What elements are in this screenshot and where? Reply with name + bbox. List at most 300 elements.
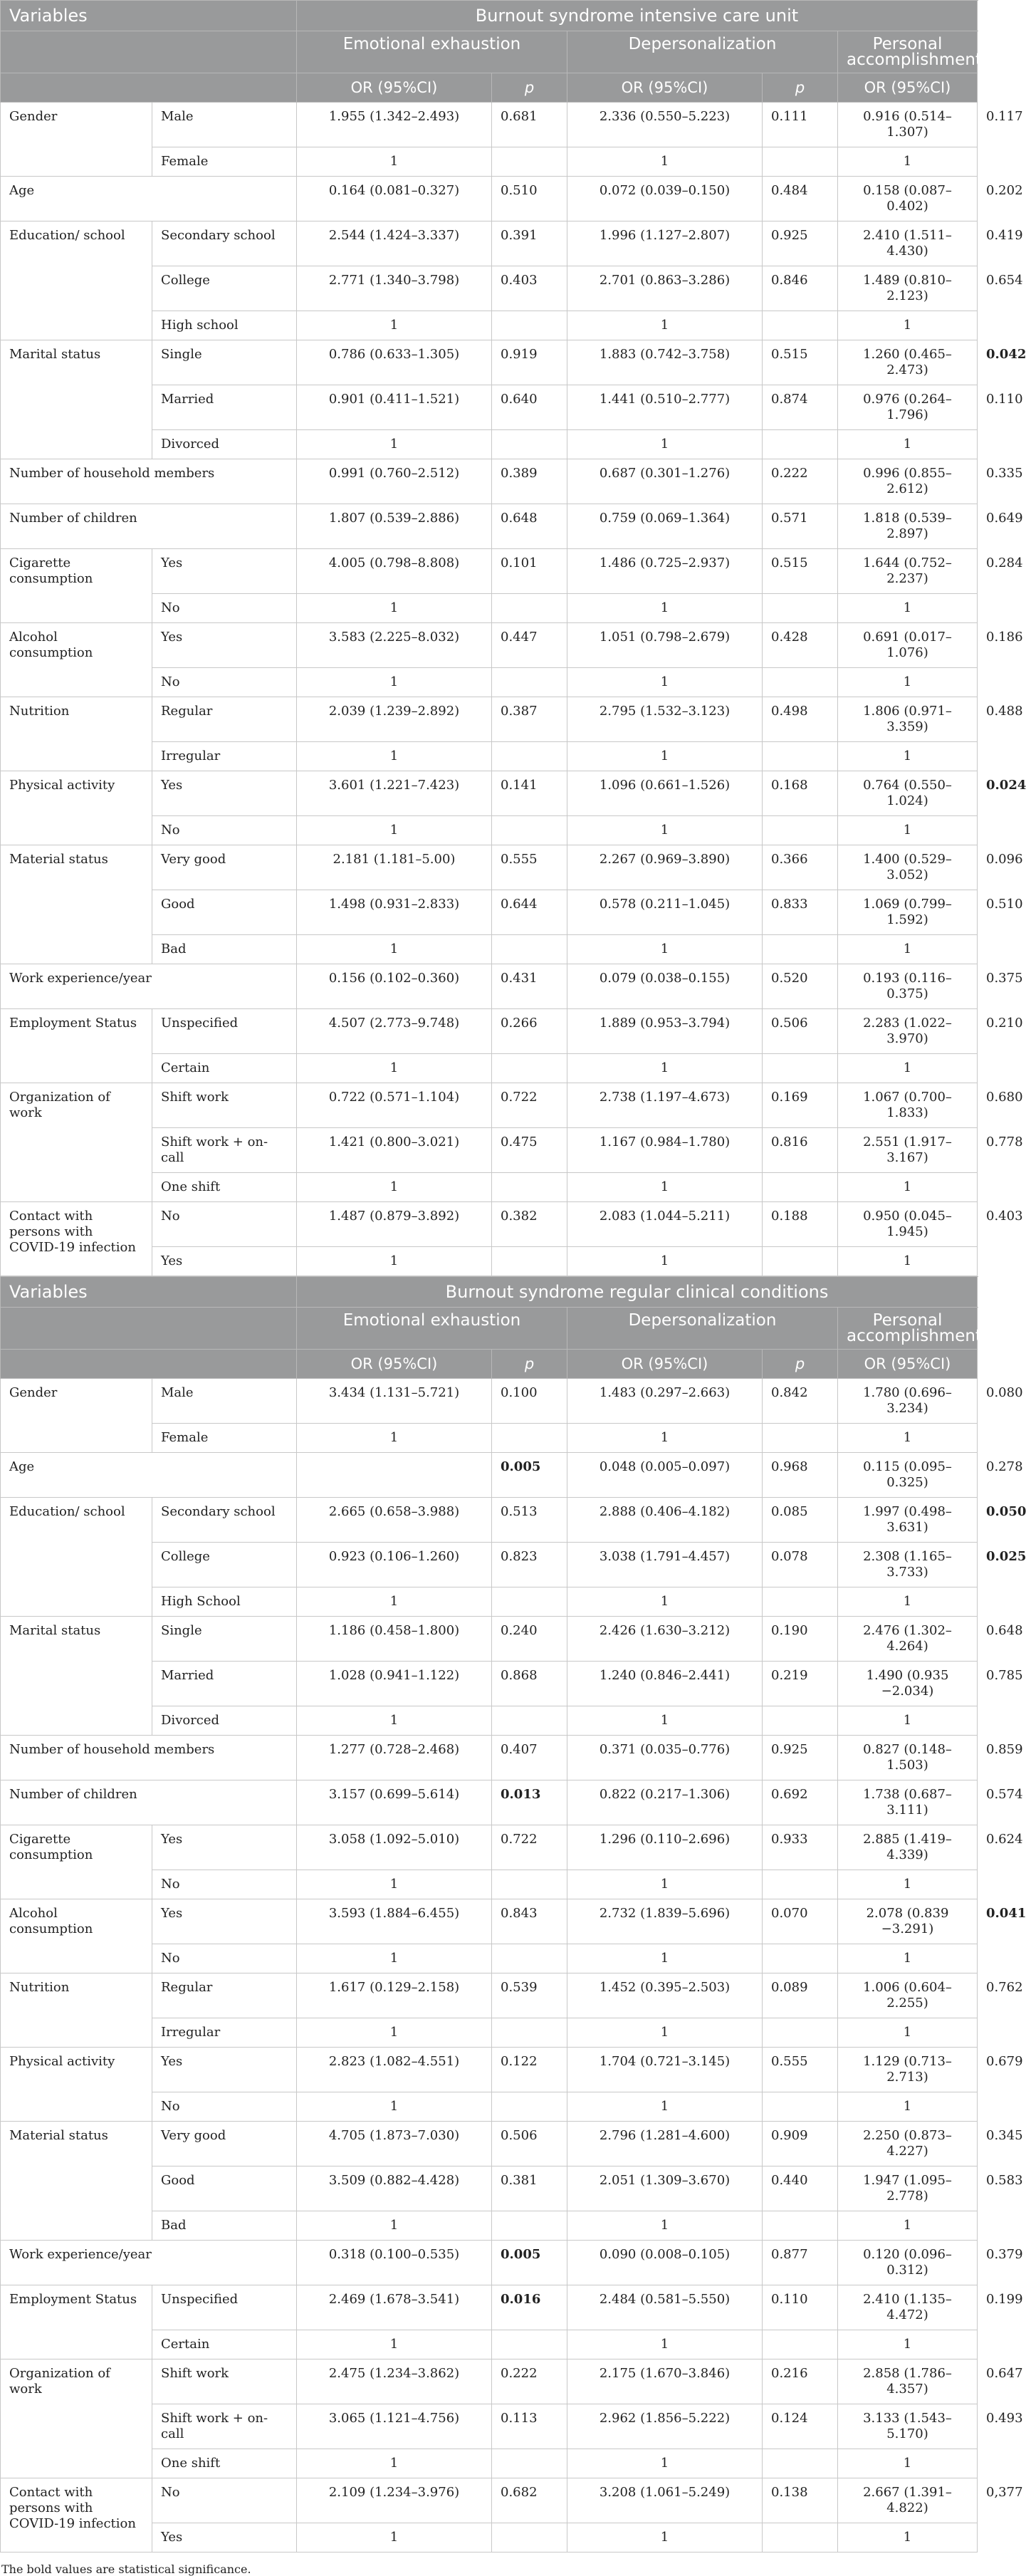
dp-or-cell: 1 [567, 2018, 763, 2048]
pa-or-cell: 1.260 (0.465–2.473) [838, 340, 978, 385]
table-row: Number of household members 0.991 (0.760–2.512) 0.389 0.687 (0.301–1.276) 0.222 0.996 (0.855–2.612) 0.335 [1, 459, 978, 504]
dp-or-cell: 0.072 (0.039–0.150) [567, 177, 763, 221]
ee-or-cell: 1 [297, 311, 492, 340]
dp-p-cell [763, 430, 838, 459]
dp-p-cell [763, 2330, 838, 2359]
emotional-exhaustion-header: Emotional exhaustion [297, 1308, 567, 1350]
pa-or-cell: 2.476 (1.302–4.264) [838, 1617, 978, 1662]
personal-accomplishment-header: Personal accomplishment [838, 1308, 978, 1350]
pa-or-cell: 1.129 (0.713–2.713) [838, 2048, 978, 2092]
ee-or-cell: 1 [297, 2449, 492, 2478]
ee-p-cell: 0.431 [492, 964, 567, 1009]
ee-p-cell [492, 1706, 567, 1736]
dp-p-cell [763, 935, 838, 964]
ee-or-cell: 1.498 (0.931–2.833) [297, 890, 492, 935]
dp-p-cell: 0.571 [763, 504, 838, 549]
dp-p-cell [763, 2092, 838, 2122]
variable-label: Number of household members [1, 459, 297, 504]
pa-or-cell: 1 [838, 2449, 978, 2478]
dp-or-cell: 1 [567, 1870, 763, 1899]
pa-or-cell: 2.551 (1.917–3.167) [838, 1128, 978, 1173]
dp-or-cell: 1 [567, 1944, 763, 1973]
variable-label: Contact with persons with COVID-19 infection [1, 1202, 152, 1276]
dp-or-cell: 2.888 (0.406–4.182) [567, 1498, 763, 1543]
pa-or-cell: 2.078 (0.839 −3.291) [838, 1899, 978, 1944]
pa-or-cell: 0.193 (0.116–0.375) [838, 964, 978, 1009]
dp-or-cell: 1 [567, 311, 763, 340]
ee-p-cell: 0.475 [492, 1128, 567, 1173]
ee-or-cell: 1 [297, 594, 492, 623]
header-row-title [1, 1277, 978, 1308]
variable-label: Material status [1, 845, 152, 964]
results-table [0, 0, 1026, 1276]
variable-label: Employment Status [1, 2285, 152, 2359]
pa-or-cell: 0.120 (0.096–0.312) [838, 2241, 978, 2285]
variable-label: Work experience/year [1, 964, 297, 1009]
subcategory-label: Yes [152, 623, 297, 668]
pa-or-cell: 1 [838, 1587, 978, 1617]
dp-or-cell: 1.452 (0.395–2.503) [567, 1973, 763, 2018]
pa-or-cell: 0.764 (0.550–1.024) [838, 771, 978, 816]
ee-or-cell: 2.475 (1.234–3.862) [297, 2359, 492, 2404]
pa-or-cell: 1.947 (1.095–2.778) [838, 2166, 978, 2211]
table-row: Gender Male 3.434 (1.131–5.721) 0.100 1.483 (0.297–2.663) 0.842 1.780 (0.696–3.234) 0.080 [1, 1379, 978, 1424]
variable-label: Work experience/year [1, 2241, 297, 2285]
dp-p-cell: 0.515 [763, 340, 838, 385]
pa-or-cell: 1 [838, 1424, 978, 1453]
dp-or-cell: 2.336 (0.550–5.223) [567, 103, 763, 147]
ee-or-cell: 1 [297, 1424, 492, 1453]
footnote: The bold values are statistical significance. [1, 2562, 251, 2576]
ee-or-cell: 0.901 (0.411–1.521) [297, 385, 492, 430]
subcategory-label: Very good [152, 2122, 297, 2166]
dp-p-cell [763, 1944, 838, 1973]
pa-or-cell: 2.858 (1.786–4.357) [838, 2359, 978, 2404]
ee-or-cell: 1 [297, 2092, 492, 2122]
variable-label: Education/ school [1, 1498, 152, 1617]
ee-p-cell: 0.648 [492, 504, 567, 549]
pa-or-cell: 1.780 (0.696–3.234) [838, 1379, 978, 1424]
variable-label: Gender [1, 103, 152, 177]
variable-label: Material status [1, 2122, 152, 2241]
dp-p-cell: 0.111 [763, 103, 838, 147]
variable-label: Marital status [1, 1617, 152, 1736]
dp-or-cell: 0.578 (0.211–1.045) [567, 890, 763, 935]
dp-or-cell: 1.240 (0.846–2.441) [567, 1662, 763, 1706]
ee-p-cell: 0.013 [492, 1780, 567, 1825]
ee-p-cell [492, 1173, 567, 1202]
subcategory-label: High School [152, 1587, 297, 1617]
variable-label: Nutrition [1, 1973, 152, 2048]
dp-p-cell [763, 1870, 838, 1899]
ee-or-cell: 2.181 (1.181–5.00) [297, 845, 492, 890]
ee-or-cell: 4.005 (0.798–8.808) [297, 549, 492, 594]
variable-label: Alcohol consumption [1, 623, 152, 697]
variable-label: Physical activity [1, 2048, 152, 2122]
ee-or-cell: 0.164 (0.081–0.327) [297, 177, 492, 221]
ee-p-cell: 0.447 [492, 623, 567, 668]
or-ci-header: OR (95%CI) [567, 1350, 763, 1379]
table-row: Marital status Single 1.186 (0.458–1.800) 0.240 2.426 (1.630–3.212) 0.190 2.476 (1.302–4.264) 0.648 [1, 1617, 978, 1662]
pa-or-cell: 1 [838, 2018, 978, 2048]
ee-or-cell: 1 [297, 1247, 492, 1276]
ee-or-cell: 1 [297, 668, 492, 697]
ee-p-cell: 0.389 [492, 459, 567, 504]
ee-or-cell: 2.469 (1.678–3.541) [297, 2285, 492, 2330]
pa-or-cell: 2.250 (0.873–4.227) [838, 2122, 978, 2166]
ee-p-cell: 0.682 [492, 2478, 567, 2523]
subcategory-label: Unspecified [152, 1009, 297, 1054]
table-row: Organization of work Shift work 0.722 (0.571–1.104) 0.722 2.738 (1.197–4.673) 0.169 1.067 (0.700–1.833) 0.680 [1, 1083, 978, 1128]
ee-p-cell [492, 594, 567, 623]
table-row: Work experience/year 0.156 (0.102–0.360) 0.431 0.079 (0.038–0.155) 0.520 0.193 (0.116–0.375) 0.375 [1, 964, 978, 1009]
subcategory-label: No [152, 668, 297, 697]
pa-or-cell: 1 [838, 2523, 978, 2552]
dp-or-cell: 1.167 (0.984–1.780) [567, 1128, 763, 1173]
subcategory-label: One shift [152, 1173, 297, 1202]
results-table [0, 1276, 1026, 2552]
ee-p-cell: 0.640 [492, 385, 567, 430]
ee-p-cell: 0.141 [492, 771, 567, 816]
subcategory-label: No [152, 816, 297, 845]
variable-label: Age [1, 177, 297, 221]
ee-or-cell: 0.786 (0.633–1.305) [297, 340, 492, 385]
table-title: Burnout syndrome regular clinical conditions [297, 1277, 978, 1308]
or-ci-header: OR (95%CI) [567, 73, 763, 103]
dp-p-cell: 0.846 [763, 266, 838, 311]
table-row: College 2.771 (1.340–3.798) 0.403 2.701 (0.863–3.286) 0.846 1.489 (0.810–2.123) 0.654 [1, 266, 978, 311]
ee-p-cell [492, 816, 567, 845]
pa-or-cell: 1.069 (0.799–1.592) [838, 890, 978, 935]
pa-or-cell: 0.691 (0.017–1.076) [838, 623, 978, 668]
dp-p-cell: 0.877 [763, 2241, 838, 2285]
ee-p-cell: 0.681 [492, 103, 567, 147]
pa-or-cell: 2.667 (1.391–4.822) [838, 2478, 978, 2523]
dp-p-cell: 0.515 [763, 549, 838, 594]
dp-p-cell: 0.925 [763, 1736, 838, 1780]
pa-or-cell: 1 [838, 2330, 978, 2359]
subcategory-label: Yes [152, 2523, 297, 2552]
table-row: Age 0.005 0.048 (0.005–0.097) 0.968 0.115 (0.095–0.325) 0.278 [1, 1453, 978, 1498]
dp-or-cell: 1 [567, 1173, 763, 1202]
ee-p-cell: 0.222 [492, 2359, 567, 2404]
dp-or-cell: 1.483 (0.297–2.663) [567, 1379, 763, 1424]
table-row: Shift work + on-call 3.065 (1.121–4.756) 0.113 2.962 (1.856–5.222) 0.124 3.133 (1.543–5.170) 0.493 [1, 2404, 978, 2449]
ee-or-cell: 1.421 (0.800–3.021) [297, 1128, 492, 1173]
dp-or-cell: 2.083 (1.044–5.211) [567, 1202, 763, 1247]
ee-or-cell: 2.771 (1.340–3.798) [297, 266, 492, 311]
dp-p-cell: 0.070 [763, 1899, 838, 1944]
table-row: Contact with persons with COVID-19 infection No 1.487 (0.879–3.892) 0.382 2.083 (1.044–5.211) 0.188 0.950 (0.045–1.945) 0.403 [1, 1202, 978, 1247]
pa-or-cell: 1 [838, 1247, 978, 1276]
or-ci-header: OR (95%CI) [838, 1350, 978, 1379]
dp-p-cell [763, 816, 838, 845]
pa-or-cell: 0.916 (0.514–1.307) [838, 103, 978, 147]
dp-p-cell [763, 1424, 838, 1453]
ee-p-cell [492, 1247, 567, 1276]
dp-p-cell [763, 742, 838, 771]
dp-or-cell: 1.889 (0.953–3.794) [567, 1009, 763, 1054]
dp-or-cell: 2.795 (1.532–3.123) [567, 697, 763, 742]
ee-or-cell: 1 [297, 1944, 492, 1973]
variables-header: Variables [1, 1, 297, 31]
ee-or-cell: 1.028 (0.941–1.122) [297, 1662, 492, 1706]
dp-or-cell: 2.701 (0.863–3.286) [567, 266, 763, 311]
dp-or-cell: 1 [567, 594, 763, 623]
ee-p-cell: 0.391 [492, 221, 567, 266]
ee-or-cell: 1 [297, 2330, 492, 2359]
depersonalization-header: Depersonalization [567, 1308, 838, 1350]
pa-or-cell: 0.158 (0.087–0.402) [838, 177, 978, 221]
dp-or-cell: 1 [567, 1424, 763, 1453]
pa-or-cell: 2.308 (1.165–3.733) [838, 1543, 978, 1587]
dp-p-cell: 0.089 [763, 1973, 838, 2018]
ee-p-cell [492, 1944, 567, 1973]
table-row: Organization of work Shift work 2.475 (1.234–3.862) 0.222 2.175 (1.670–3.846) 0.216 2.858 (1.786–4.357) 0.647 [1, 2359, 978, 2404]
dp-p-cell: 0.366 [763, 845, 838, 890]
dp-p-cell: 0.124 [763, 2404, 838, 2449]
table-row: Marital status Single 0.786 (0.633–1.305) 0.919 1.883 (0.742–3.758) 0.515 1.260 (0.465–2.473) 0.042 [1, 340, 978, 385]
or-ci-header: OR (95%CI) [297, 73, 492, 103]
ee-or-cell: 3.434 (1.131–5.721) [297, 1379, 492, 1424]
table-row: Alcohol consumption Yes 3.583 (2.225–8.032) 0.447 1.051 (0.798–2.679) 0.428 0.691 (0.017–1.076) 0.186 [1, 623, 978, 668]
subcategory-label: Married [152, 385, 297, 430]
dp-or-cell: 1 [567, 2449, 763, 2478]
pa-or-cell: 1 [838, 935, 978, 964]
subcategory-label: Certain [152, 2330, 297, 2359]
dp-p-cell [763, 2523, 838, 2552]
subcategory-label: College [152, 1543, 297, 1587]
dp-p-cell: 0.078 [763, 1543, 838, 1587]
ee-p-cell: 0.016 [492, 2285, 567, 2330]
ee-or-cell: 3.058 (1.092–5.010) [297, 1825, 492, 1870]
ee-or-cell: 1 [297, 1173, 492, 1202]
ee-or-cell: 1.617 (0.129–2.158) [297, 1973, 492, 2018]
variable-label: Marital status [1, 340, 152, 459]
subcategory-label: Unspecified [152, 2285, 297, 2330]
subcategory-label: Married [152, 1662, 297, 1706]
ee-p-cell [492, 1054, 567, 1083]
header-spacer [1, 1350, 297, 1379]
table-row: Material status Very good 2.181 (1.181–5.00) 0.555 2.267 (0.969–3.890) 0.366 1.400 (0.529–3.052) 0.096 [1, 845, 978, 890]
ee-p-cell: 0.823 [492, 1543, 567, 1587]
dp-p-cell [763, 1054, 838, 1083]
variable-label: Age [1, 1453, 297, 1498]
subcategory-label: No [152, 1944, 297, 1973]
subcategory-label: Divorced [152, 1706, 297, 1736]
table-row: Good 3.509 (0.882–4.428) 0.381 2.051 (1.309–3.670) 0.440 1.947 (1.095–2.778) 0.583 [1, 2166, 978, 2211]
subcategory-label: Bad [152, 935, 297, 964]
dp-p-cell: 0.222 [763, 459, 838, 504]
table-row: Married 0.901 (0.411–1.521) 0.640 1.441 (0.510–2.777) 0.874 0.976 (0.264–1.796) 0.110 [1, 385, 978, 430]
ee-p-cell: 0.113 [492, 2404, 567, 2449]
dp-p-cell: 0.842 [763, 1379, 838, 1424]
table-row: College 0.923 (0.106–1.260) 0.823 3.038 (1.791–4.457) 0.078 2.308 (1.165–3.733) 0.025 [1, 1543, 978, 1587]
dp-p-cell [763, 2018, 838, 2048]
pa-or-cell: 1 [838, 668, 978, 697]
dp-p-cell [763, 668, 838, 697]
ee-or-cell: 0.991 (0.760–2.512) [297, 459, 492, 504]
dp-p-cell [763, 2449, 838, 2478]
ee-p-cell: 0.919 [492, 340, 567, 385]
variable-label: Organization of work [1, 1083, 152, 1202]
ee-p-cell [492, 147, 567, 177]
ee-p-cell: 0.382 [492, 1202, 567, 1247]
p-header: p [763, 1350, 838, 1379]
ee-p-cell: 0.101 [492, 549, 567, 594]
ee-or-cell: 1 [297, 935, 492, 964]
ee-or-cell: 0.156 (0.102–0.360) [297, 964, 492, 1009]
subcategory-label: Good [152, 2166, 297, 2211]
dp-or-cell: 1.486 (0.725–2.937) [567, 549, 763, 594]
table-row: Physical activity Yes 2.823 (1.082–4.551) 0.122 1.704 (0.721–3.145) 0.555 1.129 (0.713–2.713) 0.679 [1, 2048, 978, 2092]
header-spacer [1, 31, 297, 73]
subcategory-label: Single [152, 1617, 297, 1662]
pa-or-cell: 1.738 (0.687–3.111) [838, 1780, 978, 1825]
ee-p-cell: 0.539 [492, 1973, 567, 2018]
variable-label: Alcohol consumption [1, 1899, 152, 1973]
depersonalization-header: Depersonalization [567, 31, 838, 73]
subcategory-label: Yes [152, 549, 297, 594]
dp-or-cell: 2.175 (1.670–3.846) [567, 2359, 763, 2404]
or-ci-header: OR (95%CI) [838, 73, 978, 103]
ee-or-cell: 1.186 (0.458–1.800) [297, 1617, 492, 1662]
ee-p-cell: 0.555 [492, 845, 567, 890]
ee-or-cell: 1 [297, 430, 492, 459]
ee-or-cell: 1 [297, 1706, 492, 1736]
table-row: Contact with persons with COVID-19 infection No 2.109 (1.234–3.976) 0.682 3.208 (1.061–5.249) 0.138 2.667 (1.391–4.822) 0,377 [1, 2478, 978, 2523]
dp-p-cell [763, 2211, 838, 2241]
ee-or-cell: 1.807 (0.539–2.886) [297, 504, 492, 549]
pa-or-cell: 0.976 (0.264–1.796) [838, 385, 978, 430]
table-row: Shift work + on-call 1.421 (0.800–3.021) 0.475 1.167 (0.984–1.780) 0.816 2.551 (1.917–3.167) 0.778 [1, 1128, 978, 1173]
ee-p-cell: 0.005 [492, 1453, 567, 1498]
ee-p-cell [492, 430, 567, 459]
pa-or-cell: 1.400 (0.529–3.052) [838, 845, 978, 890]
ee-or-cell: 3.593 (1.884–6.455) [297, 1899, 492, 1944]
pa-or-cell: 1 [838, 742, 978, 771]
ee-p-cell [492, 935, 567, 964]
dp-or-cell: 1.296 (0.110–2.696) [567, 1825, 763, 1870]
pa-or-cell: 1 [838, 2092, 978, 2122]
pa-or-cell: 1.067 (0.700–1.833) [838, 1083, 978, 1128]
ee-p-cell [492, 742, 567, 771]
subcategory-label: Secondary school [152, 221, 297, 266]
subcategory-label: Yes [152, 1899, 297, 1944]
dp-p-cell [763, 1247, 838, 1276]
dp-p-cell: 0.168 [763, 771, 838, 816]
pa-or-cell: 1.006 (0.604–2.255) [838, 1973, 978, 2018]
ee-or-cell: 4.507 (2.773–9.748) [297, 1009, 492, 1054]
dp-or-cell: 1 [567, 2211, 763, 2241]
ee-p-cell: 0.240 [492, 1617, 567, 1662]
ee-p-cell [492, 668, 567, 697]
ee-p-cell: 0.506 [492, 2122, 567, 2166]
ee-or-cell: 3.583 (2.225–8.032) [297, 623, 492, 668]
ee-p-cell: 0.868 [492, 1662, 567, 1706]
dp-or-cell: 1.996 (1.127–2.807) [567, 221, 763, 266]
ee-p-cell [492, 2211, 567, 2241]
subcategory-label: Divorced [152, 430, 297, 459]
subcategory-label: Very good [152, 845, 297, 890]
dp-p-cell: 0.874 [763, 385, 838, 430]
subcategory-label: Single [152, 340, 297, 385]
ee-or-cell: 2.665 (0.658–3.988) [297, 1498, 492, 1543]
table-row: Physical activity Yes 3.601 (1.221–7.423) 0.141 1.096 (0.661–1.526) 0.168 0.764 (0.550–1.024) 0.024 [1, 771, 978, 816]
ee-p-cell: 0.403 [492, 266, 567, 311]
ee-or-cell: 3.601 (1.221–7.423) [297, 771, 492, 816]
subcategory-label: College [152, 266, 297, 311]
variable-label: Organization of work [1, 2359, 152, 2478]
variable-label: Education/ school [1, 221, 152, 340]
table-row: Cigarette consumption Yes 4.005 (0.798–8.808) 0.101 1.486 (0.725–2.937) 0.515 1.644 (0.752–2.237) 0.284 [1, 549, 978, 594]
table-row: Cigarette consumption Yes 3.058 (1.092–5.010) 0.722 1.296 (0.110–2.696) 0.933 2.885 (1.419–4.339) 0.624 [1, 1825, 978, 1870]
subcategory-label: Female [152, 147, 297, 177]
variable-label: Physical activity [1, 771, 152, 845]
table-row: Material status Very good 4.705 (1.873–7.030) 0.506 2.796 (1.281–4.600) 0.909 2.250 (0.873–4.227) 0.345 [1, 2122, 978, 2166]
dp-p-cell: 0.216 [763, 2359, 838, 2404]
dp-or-cell: 2.738 (1.197–4.673) [567, 1083, 763, 1128]
ee-p-cell: 0.513 [492, 1498, 567, 1543]
dp-p-cell: 0.138 [763, 2478, 838, 2523]
pa-or-cell: 1 [838, 816, 978, 845]
subcategory-label: Shift work [152, 1083, 297, 1128]
pa-or-cell: 2.885 (1.419–4.339) [838, 1825, 978, 1870]
p-header: p [492, 1350, 567, 1379]
dp-or-cell: 1 [567, 2330, 763, 2359]
dp-or-cell: 1 [567, 816, 763, 845]
subcategory-label: No [152, 1202, 297, 1247]
dp-or-cell: 1 [567, 1247, 763, 1276]
ee-or-cell: 1 [297, 1870, 492, 1899]
subcategory-label: Shift work + on-call [152, 2404, 297, 2449]
table-row: Education/ school Secondary school 2.544 (1.424–3.337) 0.391 1.996 (1.127–2.807) 0.925 2.410 (1.511–4.430) 0.419 [1, 221, 978, 266]
ee-p-cell [492, 1870, 567, 1899]
ee-p-cell: 0.005 [492, 2241, 567, 2285]
subcategory-label: Yes [152, 1247, 297, 1276]
ee-or-cell: 1 [297, 742, 492, 771]
variable-label: Gender [1, 1379, 152, 1453]
subcategory-label: Certain [152, 1054, 297, 1083]
ee-p-cell: 0.722 [492, 1825, 567, 1870]
ee-or-cell: 1 [297, 2211, 492, 2241]
variable-label: Number of household members [1, 1736, 297, 1780]
ee-p-cell [492, 1587, 567, 1617]
dp-or-cell: 2.732 (1.839–5.696) [567, 1899, 763, 1944]
ee-p-cell [492, 2092, 567, 2122]
header-row-title [1, 1, 978, 31]
pa-or-cell: 1 [838, 594, 978, 623]
dp-or-cell: 1 [567, 935, 763, 964]
pa-or-cell: 1 [838, 1944, 978, 1973]
pa-or-cell: 1.806 (0.971–3.359) [838, 697, 978, 742]
dp-or-cell: 0.822 (0.217–1.306) [567, 1780, 763, 1825]
ee-or-cell: 3.065 (1.121–4.756) [297, 2404, 492, 2449]
pa-or-cell: 1 [838, 430, 978, 459]
variables-header: Variables [1, 1277, 297, 1308]
dp-or-cell: 1 [567, 430, 763, 459]
header-spacer [1, 73, 297, 103]
dp-or-cell: 1.096 (0.661–1.526) [567, 771, 763, 816]
dp-or-cell: 0.048 (0.005–0.097) [567, 1453, 763, 1498]
pa-or-cell: 0.115 (0.095–0.325) [838, 1453, 978, 1498]
variable-label: Cigarette consumption [1, 1825, 152, 1899]
variable-label: Number of children [1, 1780, 297, 1825]
ee-or-cell: 0.318 (0.100–0.535) [297, 2241, 492, 2285]
table-row: Alcohol consumption Yes 3.593 (1.884–6.455) 0.843 2.732 (1.839–5.696) 0.070 2.078 (0.839 −3.291) 0.041 [1, 1899, 978, 1944]
ee-or-cell: 2.544 (1.424–3.337) [297, 221, 492, 266]
header-row-groups [1, 1308, 978, 1350]
